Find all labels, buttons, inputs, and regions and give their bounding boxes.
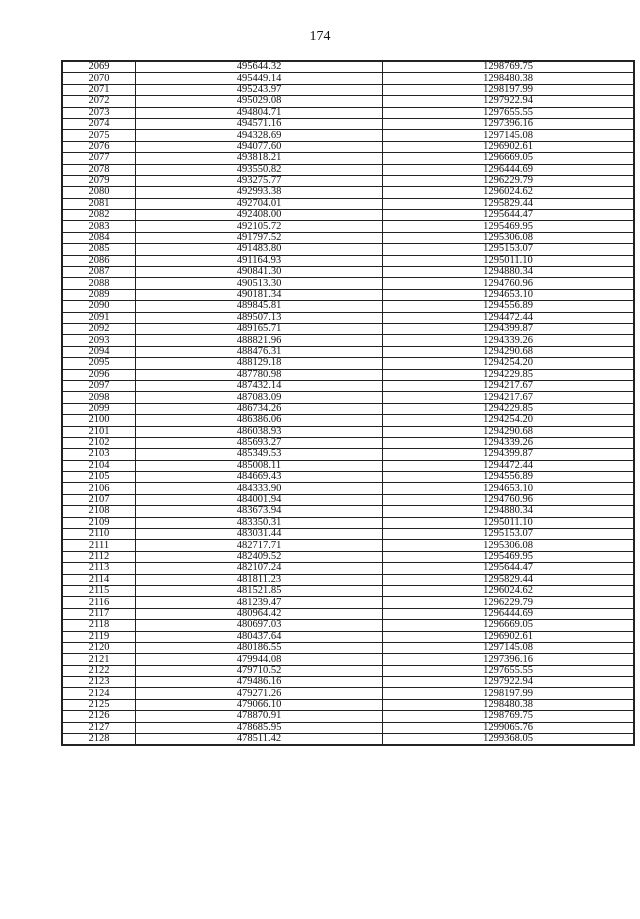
table-row	[62, 278, 634, 289]
y-coordinate-cell: 1294339.26	[383, 335, 635, 346]
table-row	[62, 358, 634, 369]
y-coordinate-cell: 1299065.76	[383, 722, 635, 733]
point-number-cell: 2080	[62, 187, 136, 198]
x-coordinate-cell: 489165.71	[136, 323, 383, 334]
x-coordinate-cell: 488129.18	[136, 358, 383, 369]
point-number-cell: 2084	[62, 232, 136, 243]
table-row	[62, 688, 634, 699]
point-number-cell: 2071	[62, 84, 136, 95]
table-row	[62, 654, 634, 665]
table-row	[62, 722, 634, 733]
y-coordinate-cell: 1296229.79	[383, 597, 635, 608]
y-coordinate-cell: 1294339.26	[383, 437, 635, 448]
x-coordinate-cell: 480697.03	[136, 620, 383, 631]
point-number-cell: 2104	[62, 460, 136, 471]
table-row	[62, 437, 634, 448]
point-number-cell: 2086	[62, 255, 136, 266]
table-row	[62, 335, 634, 346]
x-coordinate-cell: 485349.53	[136, 449, 383, 460]
x-coordinate-cell: 482107.24	[136, 563, 383, 574]
table-row	[62, 426, 634, 437]
y-coordinate-cell: 1294399.87	[383, 323, 635, 334]
y-coordinate-cell: 1295644.47	[383, 210, 635, 221]
table-row	[62, 84, 634, 95]
y-coordinate-cell: 1294556.89	[383, 301, 635, 312]
table-row	[62, 232, 634, 243]
table-row	[62, 403, 634, 414]
table-row	[62, 175, 634, 186]
point-number-cell: 2128	[62, 734, 136, 746]
point-number-cell: 2103	[62, 449, 136, 460]
y-coordinate-cell: 1294217.67	[383, 392, 635, 403]
y-coordinate-cell: 1298480.38	[383, 73, 635, 84]
table-row	[62, 392, 634, 403]
x-coordinate-cell: 480964.42	[136, 608, 383, 619]
table-row	[62, 301, 634, 312]
x-coordinate-cell: 489507.13	[136, 312, 383, 323]
point-number-cell: 2072	[62, 96, 136, 107]
coordinates-table	[61, 60, 635, 746]
table-row	[62, 312, 634, 323]
point-number-cell: 2096	[62, 369, 136, 380]
coordinates-table-body	[62, 61, 634, 745]
y-coordinate-cell: 1294880.34	[383, 267, 635, 278]
y-coordinate-cell: 1296444.69	[383, 164, 635, 175]
table-row	[62, 597, 634, 608]
point-number-cell: 2124	[62, 688, 136, 699]
point-number-cell: 2110	[62, 529, 136, 540]
x-coordinate-cell: 484333.90	[136, 483, 383, 494]
x-coordinate-cell: 484001.94	[136, 494, 383, 505]
point-number-cell: 2120	[62, 642, 136, 653]
x-coordinate-cell: 495644.32	[136, 61, 383, 73]
x-coordinate-cell: 492993.38	[136, 187, 383, 198]
point-number-cell: 2088	[62, 278, 136, 289]
point-number-cell: 2079	[62, 175, 136, 186]
point-number-cell: 2112	[62, 551, 136, 562]
x-coordinate-cell: 491483.80	[136, 244, 383, 255]
point-number-cell: 2126	[62, 711, 136, 722]
y-coordinate-cell: 1294760.96	[383, 278, 635, 289]
y-coordinate-cell: 1296902.61	[383, 631, 635, 642]
table-row	[62, 73, 634, 84]
point-number-cell: 2095	[62, 358, 136, 369]
y-coordinate-cell: 1296024.62	[383, 187, 635, 198]
x-coordinate-cell: 480437.64	[136, 631, 383, 642]
y-coordinate-cell: 1294760.96	[383, 494, 635, 505]
point-number-cell: 2116	[62, 597, 136, 608]
y-coordinate-cell: 1296902.61	[383, 141, 635, 152]
y-coordinate-cell: 1294472.44	[383, 460, 635, 471]
y-coordinate-cell: 1295829.44	[383, 198, 635, 209]
y-coordinate-cell: 1295306.08	[383, 232, 635, 243]
point-number-cell: 2075	[62, 130, 136, 141]
y-coordinate-cell: 1294653.10	[383, 289, 635, 300]
x-coordinate-cell: 487780.98	[136, 369, 383, 380]
table-row	[62, 642, 634, 653]
point-number-cell: 2077	[62, 153, 136, 164]
y-coordinate-cell: 1297655.55	[383, 665, 635, 676]
x-coordinate-cell: 478685.95	[136, 722, 383, 733]
table-row	[62, 665, 634, 676]
x-coordinate-cell: 481811.23	[136, 574, 383, 585]
point-number-cell: 2091	[62, 312, 136, 323]
y-coordinate-cell: 1295829.44	[383, 574, 635, 585]
x-coordinate-cell: 479710.52	[136, 665, 383, 676]
y-coordinate-cell: 1296669.05	[383, 620, 635, 631]
x-coordinate-cell: 486734.26	[136, 403, 383, 414]
x-coordinate-cell: 479944.08	[136, 654, 383, 665]
y-coordinate-cell: 1296669.05	[383, 153, 635, 164]
x-coordinate-cell: 482717.71	[136, 540, 383, 551]
point-number-cell: 2081	[62, 198, 136, 209]
x-coordinate-cell: 491797.52	[136, 232, 383, 243]
x-coordinate-cell: 490181.34	[136, 289, 383, 300]
y-coordinate-cell: 1297655.55	[383, 107, 635, 118]
x-coordinate-cell: 479271.26	[136, 688, 383, 699]
y-coordinate-cell: 1297396.16	[383, 118, 635, 129]
table-row	[62, 267, 634, 278]
y-coordinate-cell: 1298769.75	[383, 61, 635, 73]
table-row	[62, 164, 634, 175]
x-coordinate-cell: 492408.00	[136, 210, 383, 221]
table-row	[62, 608, 634, 619]
x-coordinate-cell: 487432.14	[136, 380, 383, 391]
y-coordinate-cell: 1295011.10	[383, 255, 635, 266]
point-number-cell: 2105	[62, 472, 136, 483]
point-number-cell: 2123	[62, 677, 136, 688]
x-coordinate-cell: 493550.82	[136, 164, 383, 175]
x-coordinate-cell: 483673.94	[136, 506, 383, 517]
x-coordinate-cell: 488476.31	[136, 346, 383, 357]
point-number-cell: 2102	[62, 437, 136, 448]
y-coordinate-cell: 1297922.94	[383, 677, 635, 688]
table-row	[62, 472, 634, 483]
table-row	[62, 107, 634, 118]
y-coordinate-cell: 1294472.44	[383, 312, 635, 323]
y-coordinate-cell: 1294217.67	[383, 380, 635, 391]
table-row	[62, 323, 634, 334]
table-row	[62, 529, 634, 540]
y-coordinate-cell: 1297922.94	[383, 96, 635, 107]
table-row	[62, 96, 634, 107]
point-number-cell: 2119	[62, 631, 136, 642]
x-coordinate-cell: 486038.93	[136, 426, 383, 437]
y-coordinate-cell: 1294653.10	[383, 483, 635, 494]
point-number-cell: 2114	[62, 574, 136, 585]
x-coordinate-cell: 493818.21	[136, 153, 383, 164]
point-number-cell: 2118	[62, 620, 136, 631]
y-coordinate-cell: 1294290.68	[383, 426, 635, 437]
table-row	[62, 460, 634, 471]
point-number-cell: 2069	[62, 61, 136, 73]
x-coordinate-cell: 488821.96	[136, 335, 383, 346]
y-coordinate-cell: 1294229.85	[383, 403, 635, 414]
x-coordinate-cell: 483350.31	[136, 517, 383, 528]
point-number-cell: 2073	[62, 107, 136, 118]
table-row	[62, 620, 634, 631]
y-coordinate-cell: 1298197.99	[383, 84, 635, 95]
y-coordinate-cell: 1297145.08	[383, 642, 635, 653]
table-row	[62, 699, 634, 710]
x-coordinate-cell: 495029.08	[136, 96, 383, 107]
y-coordinate-cell: 1297145.08	[383, 130, 635, 141]
table-row	[62, 494, 634, 505]
table-row	[62, 506, 634, 517]
table-row	[62, 369, 634, 380]
x-coordinate-cell: 483031.44	[136, 529, 383, 540]
y-coordinate-cell: 1294229.85	[383, 369, 635, 380]
y-coordinate-cell: 1295469.95	[383, 551, 635, 562]
y-coordinate-cell: 1294399.87	[383, 449, 635, 460]
y-coordinate-cell: 1295469.95	[383, 221, 635, 232]
y-coordinate-cell: 1295153.07	[383, 529, 635, 540]
table-row	[62, 187, 634, 198]
table-row	[62, 677, 634, 688]
point-number-cell: 2092	[62, 323, 136, 334]
y-coordinate-cell: 1296229.79	[383, 175, 635, 186]
point-number-cell: 2107	[62, 494, 136, 505]
point-number-cell: 2127	[62, 722, 136, 733]
table-row	[62, 141, 634, 152]
point-number-cell: 2070	[62, 73, 136, 84]
x-coordinate-cell: 484669.43	[136, 472, 383, 483]
point-number-cell: 2122	[62, 665, 136, 676]
point-number-cell: 2089	[62, 289, 136, 300]
x-coordinate-cell: 494804.71	[136, 107, 383, 118]
point-number-cell: 2113	[62, 563, 136, 574]
y-coordinate-cell: 1295306.08	[383, 540, 635, 551]
point-number-cell: 2082	[62, 210, 136, 221]
x-coordinate-cell: 493275.77	[136, 175, 383, 186]
point-number-cell: 2117	[62, 608, 136, 619]
point-number-cell: 2085	[62, 244, 136, 255]
x-coordinate-cell: 492105.72	[136, 221, 383, 232]
table-row	[62, 153, 634, 164]
point-number-cell: 2074	[62, 118, 136, 129]
x-coordinate-cell: 480186.55	[136, 642, 383, 653]
x-coordinate-cell: 479066.10	[136, 699, 383, 710]
page-number: 174	[309, 29, 331, 44]
table-row	[62, 118, 634, 129]
point-number-cell: 2078	[62, 164, 136, 175]
y-coordinate-cell: 1296444.69	[383, 608, 635, 619]
point-number-cell: 2097	[62, 380, 136, 391]
y-coordinate-cell: 1294880.34	[383, 506, 635, 517]
x-coordinate-cell: 479486.16	[136, 677, 383, 688]
table-row	[62, 540, 634, 551]
table-row	[62, 574, 634, 585]
y-coordinate-cell: 1298480.38	[383, 699, 635, 710]
x-coordinate-cell: 481239.47	[136, 597, 383, 608]
table-row	[62, 563, 634, 574]
y-coordinate-cell: 1294254.20	[383, 415, 635, 426]
point-number-cell: 2094	[62, 346, 136, 357]
y-coordinate-cell: 1295011.10	[383, 517, 635, 528]
table-row	[62, 734, 634, 746]
table-row	[62, 551, 634, 562]
y-coordinate-cell: 1298769.75	[383, 711, 635, 722]
y-coordinate-cell: 1294556.89	[383, 472, 635, 483]
x-coordinate-cell: 491164.93	[136, 255, 383, 266]
y-coordinate-cell: 1295644.47	[383, 563, 635, 574]
x-coordinate-cell: 494077.60	[136, 141, 383, 152]
table-row	[62, 711, 634, 722]
x-coordinate-cell: 478511.42	[136, 734, 383, 746]
table-row	[62, 221, 634, 232]
x-coordinate-cell: 494571.16	[136, 118, 383, 129]
point-number-cell: 2087	[62, 267, 136, 278]
x-coordinate-cell: 495243.97	[136, 84, 383, 95]
x-coordinate-cell: 494328.69	[136, 130, 383, 141]
table-row	[62, 517, 634, 528]
point-number-cell: 2099	[62, 403, 136, 414]
table-row	[62, 631, 634, 642]
table-row	[62, 585, 634, 596]
y-coordinate-cell: 1296024.62	[383, 585, 635, 596]
x-coordinate-cell: 482409.52	[136, 551, 383, 562]
y-coordinate-cell: 1298197.99	[383, 688, 635, 699]
x-coordinate-cell: 490513.30	[136, 278, 383, 289]
point-number-cell: 2093	[62, 335, 136, 346]
x-coordinate-cell: 486386.06	[136, 415, 383, 426]
table-row	[62, 415, 634, 426]
table-row	[62, 449, 634, 460]
x-coordinate-cell: 478870.91	[136, 711, 383, 722]
x-coordinate-cell: 485693.27	[136, 437, 383, 448]
point-number-cell: 2109	[62, 517, 136, 528]
table-row	[62, 483, 634, 494]
table-row	[62, 130, 634, 141]
y-coordinate-cell: 1294254.20	[383, 358, 635, 369]
point-number-cell: 2115	[62, 585, 136, 596]
table-row	[62, 289, 634, 300]
point-number-cell: 2076	[62, 141, 136, 152]
table-row	[62, 346, 634, 357]
point-number-cell: 2090	[62, 301, 136, 312]
x-coordinate-cell: 487083.09	[136, 392, 383, 403]
point-number-cell: 2121	[62, 654, 136, 665]
x-coordinate-cell: 495449.14	[136, 73, 383, 84]
table-row	[62, 198, 634, 209]
y-coordinate-cell: 1294290.68	[383, 346, 635, 357]
point-number-cell: 2083	[62, 221, 136, 232]
point-number-cell: 2100	[62, 415, 136, 426]
point-number-cell: 2106	[62, 483, 136, 494]
table-row	[62, 61, 634, 73]
x-coordinate-cell: 490841.30	[136, 267, 383, 278]
table-row	[62, 244, 634, 255]
point-number-cell: 2125	[62, 699, 136, 710]
point-number-cell: 2111	[62, 540, 136, 551]
point-number-cell: 2098	[62, 392, 136, 403]
table-row	[62, 255, 634, 266]
x-coordinate-cell: 485008.11	[136, 460, 383, 471]
y-coordinate-cell: 1297396.16	[383, 654, 635, 665]
point-number-cell: 2108	[62, 506, 136, 517]
point-number-cell: 2101	[62, 426, 136, 437]
y-coordinate-cell: 1299368.05	[383, 734, 635, 746]
x-coordinate-cell: 489845.81	[136, 301, 383, 312]
x-coordinate-cell: 481521.85	[136, 585, 383, 596]
x-coordinate-cell: 492704.01	[136, 198, 383, 209]
y-coordinate-cell: 1295153.07	[383, 244, 635, 255]
table-row	[62, 210, 634, 221]
table-row	[62, 380, 634, 391]
